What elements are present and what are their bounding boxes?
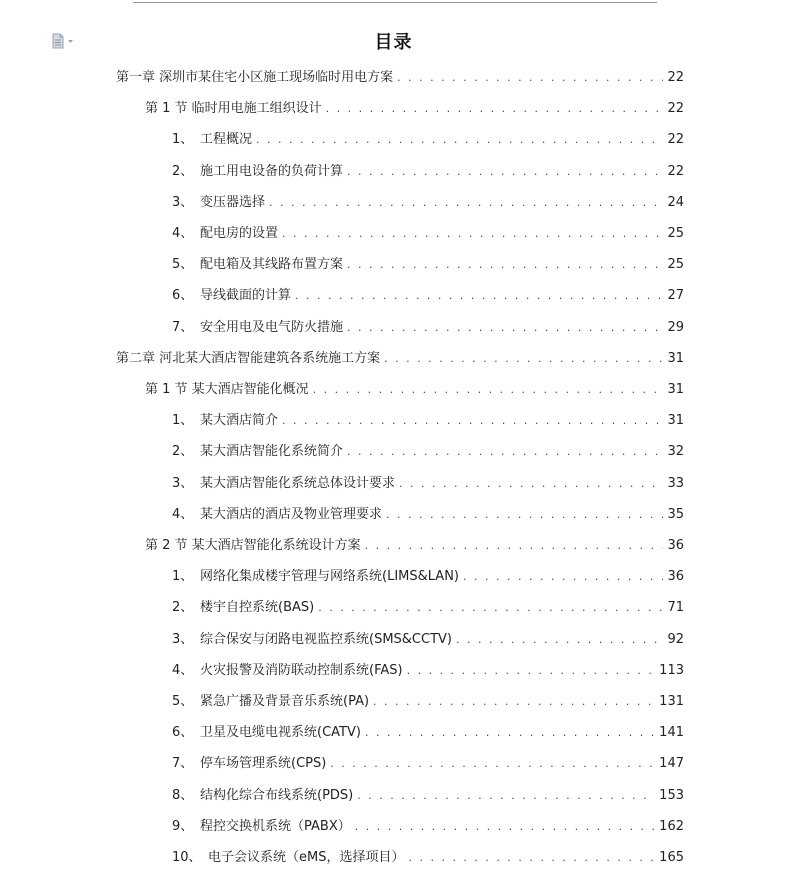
toc-entry[interactable]	[145, 99, 684, 119]
toc-entry[interactable]	[172, 442, 684, 462]
toc-entry-text: 工程概况	[200, 132, 253, 148]
toc-dot-leader	[386, 505, 663, 525]
toc-entry-number: 5、	[172, 694, 194, 709]
toc-entry[interactable]	[172, 255, 684, 275]
toc-entry-label	[172, 723, 361, 743]
toc-entry-number: 7、	[172, 319, 194, 335]
toc-entry[interactable]	[145, 380, 684, 400]
toc-page-number: 36	[667, 569, 684, 585]
toc-entry-text: 程控交换机系统（PABX）	[200, 818, 351, 834]
toc-page-number: 22	[667, 70, 684, 85]
toc-entry-text: 导线截面的计算	[200, 288, 292, 304]
toc-entry-number: 8、	[172, 787, 194, 803]
toc-page-number: 71	[667, 600, 684, 616]
toc-entry-text: 结构化综合布线系统(PDS)	[200, 787, 354, 803]
toc-entry-text: 配电箱及其线路布置方案	[200, 257, 344, 273]
toc-dot-leader	[330, 754, 655, 774]
toc-entry-number: 1、	[172, 569, 194, 585]
toc-entry-label	[172, 786, 353, 806]
toc-page-number: 25	[667, 257, 684, 273]
toc-entry-text: 某大酒店的酒店及物业管理要求	[200, 506, 383, 522]
toc-entry-number: 1、	[172, 132, 194, 148]
toc-entry[interactable]	[116, 68, 684, 88]
toc-dot-leader	[347, 255, 663, 275]
toc-entry-text: 安全用电及电气防火措施	[200, 319, 344, 335]
toc-dot-leader	[384, 349, 663, 369]
toc-entry[interactable]	[172, 224, 684, 244]
toc-entry-label	[172, 567, 459, 587]
toc-entry-text: 综合保安与闭路电视监控系统(SMS&CCTV)	[200, 631, 452, 647]
toc-dot-leader	[456, 630, 663, 650]
toc-page-number: 141	[659, 725, 684, 741]
toc-entry-number: 2、	[172, 163, 194, 179]
toc-entry[interactable]	[172, 162, 684, 182]
toc-entry-text: 停车场管理系统(CPS)	[200, 756, 327, 772]
toc-entry[interactable]	[172, 598, 684, 618]
toc-entry[interactable]	[172, 817, 684, 837]
toc-entry-label	[172, 505, 382, 525]
toc-dot-leader	[347, 162, 663, 182]
toc-entry-label	[172, 474, 395, 494]
toc-entry[interactable]	[172, 130, 684, 150]
toc-dot-leader	[295, 286, 663, 306]
toc-entry-label	[172, 411, 278, 431]
toc-dot-leader	[365, 536, 664, 556]
toc-entry-label	[172, 286, 291, 306]
toc-entry-label	[172, 692, 369, 712]
toc-entry-text: 第一章 深圳市某住宅小区施工现场临时用电方案	[116, 70, 394, 85]
toc-entry-number: 3、	[172, 475, 194, 491]
toc-page-number: 131	[659, 694, 684, 709]
toc-entry-text: 电子会议系统（eMS，选择项目）	[208, 850, 405, 865]
toc-dot-leader	[347, 442, 663, 462]
toc-entry-text: 某大酒店智能化系统简介	[200, 444, 344, 460]
toc-entry-text: 某大酒店简介	[200, 413, 279, 429]
toc-entry[interactable]	[172, 474, 684, 494]
page-top-border	[133, 2, 657, 3]
toc-entry-number: 10、	[172, 850, 202, 865]
toc-entry-number: 9、	[172, 818, 194, 834]
toc-entry-label	[172, 754, 326, 774]
toc-entry-label	[172, 442, 343, 462]
toc-entry-text: 第 1 节 某大酒店智能化概况	[145, 382, 309, 397]
toc-entry-number: 2、	[172, 444, 194, 460]
toc-page-number: 162	[659, 818, 684, 834]
toc-page-number: 165	[659, 850, 684, 865]
toc-entry-label	[172, 318, 343, 338]
toc-entry[interactable]	[172, 661, 684, 681]
toc-entry-text: 配电房的设置	[200, 226, 279, 241]
toc-dot-leader	[357, 786, 655, 806]
toc-entry-label	[172, 598, 314, 618]
toc-entry-label	[172, 255, 343, 275]
toc-entry-text: 卫星及电缆电视系统(CATV)	[200, 725, 361, 741]
toc-entry[interactable]	[172, 567, 684, 587]
toc-entry[interactable]	[172, 318, 684, 338]
toc-entry-number: 4、	[172, 226, 194, 241]
toc-page-number: 22	[667, 163, 684, 179]
toc-dot-leader	[373, 692, 655, 712]
toc-page-number: 24	[667, 194, 684, 210]
toc-entry-label	[172, 848, 404, 868]
toc-dot-leader	[399, 474, 663, 494]
toc-entry-text: 变压器选择	[200, 194, 266, 210]
toc-entry-number: 3、	[172, 194, 194, 210]
toc-dot-leader	[397, 68, 663, 88]
toc-entry-label	[172, 130, 252, 150]
toc-entry-text: 楼宇自控系统(BAS)	[200, 600, 315, 616]
toc-title: 目录	[374, 32, 413, 53]
toc-entry-label	[145, 99, 322, 119]
toc-entry-label	[145, 380, 309, 400]
toc-page-number: 147	[659, 756, 684, 772]
toc-entry-number: 2、	[172, 600, 194, 616]
toc-entry[interactable]	[172, 754, 684, 774]
toc-entry-text: 火灾报警及消防联动控制系统(FAS)	[200, 662, 403, 678]
toc-dot-leader	[313, 380, 664, 400]
toc-page-number: 31	[667, 413, 684, 429]
toc-dot-leader	[282, 224, 663, 244]
toc-entry-text: 第二章 河北某大酒店智能建筑各系统施工方案	[116, 350, 381, 366]
toc-dot-leader	[463, 567, 663, 587]
toc-dot-leader	[407, 661, 656, 681]
toc-dot-leader	[269, 193, 663, 213]
toc-entry[interactable]	[172, 723, 684, 743]
toc-page-number: 33	[667, 475, 684, 491]
toc-entry-number: 7、	[172, 756, 194, 772]
toc-page-number: 35	[667, 506, 684, 522]
toc-entry-label	[172, 630, 452, 650]
toc-entry[interactable]	[172, 848, 684, 868]
toc-entry-label	[172, 162, 343, 182]
toc-entry[interactable]	[172, 286, 684, 306]
toc-dot-leader	[256, 130, 663, 150]
toc-entry-text: 某大酒店智能化系统总体设计要求	[200, 475, 396, 491]
toc-entry-label	[172, 661, 403, 681]
toc-entry[interactable]	[172, 630, 684, 650]
toc-entry-number: 1、	[172, 413, 194, 429]
toc-page-number: 25	[667, 226, 684, 241]
toc-page-number: 31	[667, 382, 684, 397]
toc-entry-text: 第 2 节 某大酒店智能化系统设计方案	[145, 538, 361, 553]
toc-entry-label	[172, 193, 265, 213]
toc-entry-number: 6、	[172, 288, 194, 304]
toc-entry[interactable]	[172, 193, 684, 213]
toc-dot-leader	[318, 598, 663, 618]
toc-entry-label	[172, 224, 278, 244]
toc-entry-number: 3、	[172, 631, 194, 647]
toc-entry-text: 施工用电设备的负荷计算	[200, 163, 344, 179]
toc-entry-number: 4、	[172, 506, 194, 522]
toc-entry[interactable]	[172, 505, 684, 525]
toc-entry-number: 5、	[172, 257, 194, 273]
toc-page-number: 36	[667, 538, 684, 553]
toc-page-number: 27	[667, 288, 684, 304]
toc-page-number: 113	[659, 662, 684, 678]
toc-entry[interactable]	[172, 692, 684, 712]
toc-entry-text: 紧急广播及背景音乐系统(PA)	[200, 694, 370, 709]
toc-entry-number: 6、	[172, 725, 194, 741]
toc-dot-leader	[355, 817, 655, 837]
toc-dot-leader	[408, 848, 655, 868]
toc-page-number: 92	[667, 631, 684, 647]
toc-entry-number: 4、	[172, 662, 194, 678]
toc-entry-label	[116, 349, 380, 369]
toc-dot-leader	[282, 411, 663, 431]
toc-entry[interactable]	[116, 349, 684, 369]
toc-page-number: 153	[659, 787, 684, 803]
toc-page-number: 22	[667, 132, 684, 148]
toc-page-number: 29	[667, 319, 684, 335]
toc-entry[interactable]	[172, 786, 684, 806]
toc-dot-leader	[365, 723, 655, 743]
toc-entry[interactable]	[145, 536, 684, 556]
toc-entry[interactable]	[172, 411, 684, 431]
toc-entry-label	[145, 536, 361, 556]
toc-entry-label	[116, 68, 393, 88]
toc-page-number: 31	[667, 350, 684, 366]
toc-dot-leader	[326, 99, 664, 119]
toc-entry-text: 网络化集成楼宇管理与网络系统(LIMS&LAN)	[200, 569, 459, 585]
toc-dot-leader	[347, 318, 663, 338]
toc-page-number: 22	[667, 101, 684, 117]
toc-page-number: 32	[667, 444, 684, 460]
toc-entry-label	[172, 817, 351, 837]
toc-entry-text: 第 1 节 临时用电施工组织设计	[145, 101, 322, 117]
